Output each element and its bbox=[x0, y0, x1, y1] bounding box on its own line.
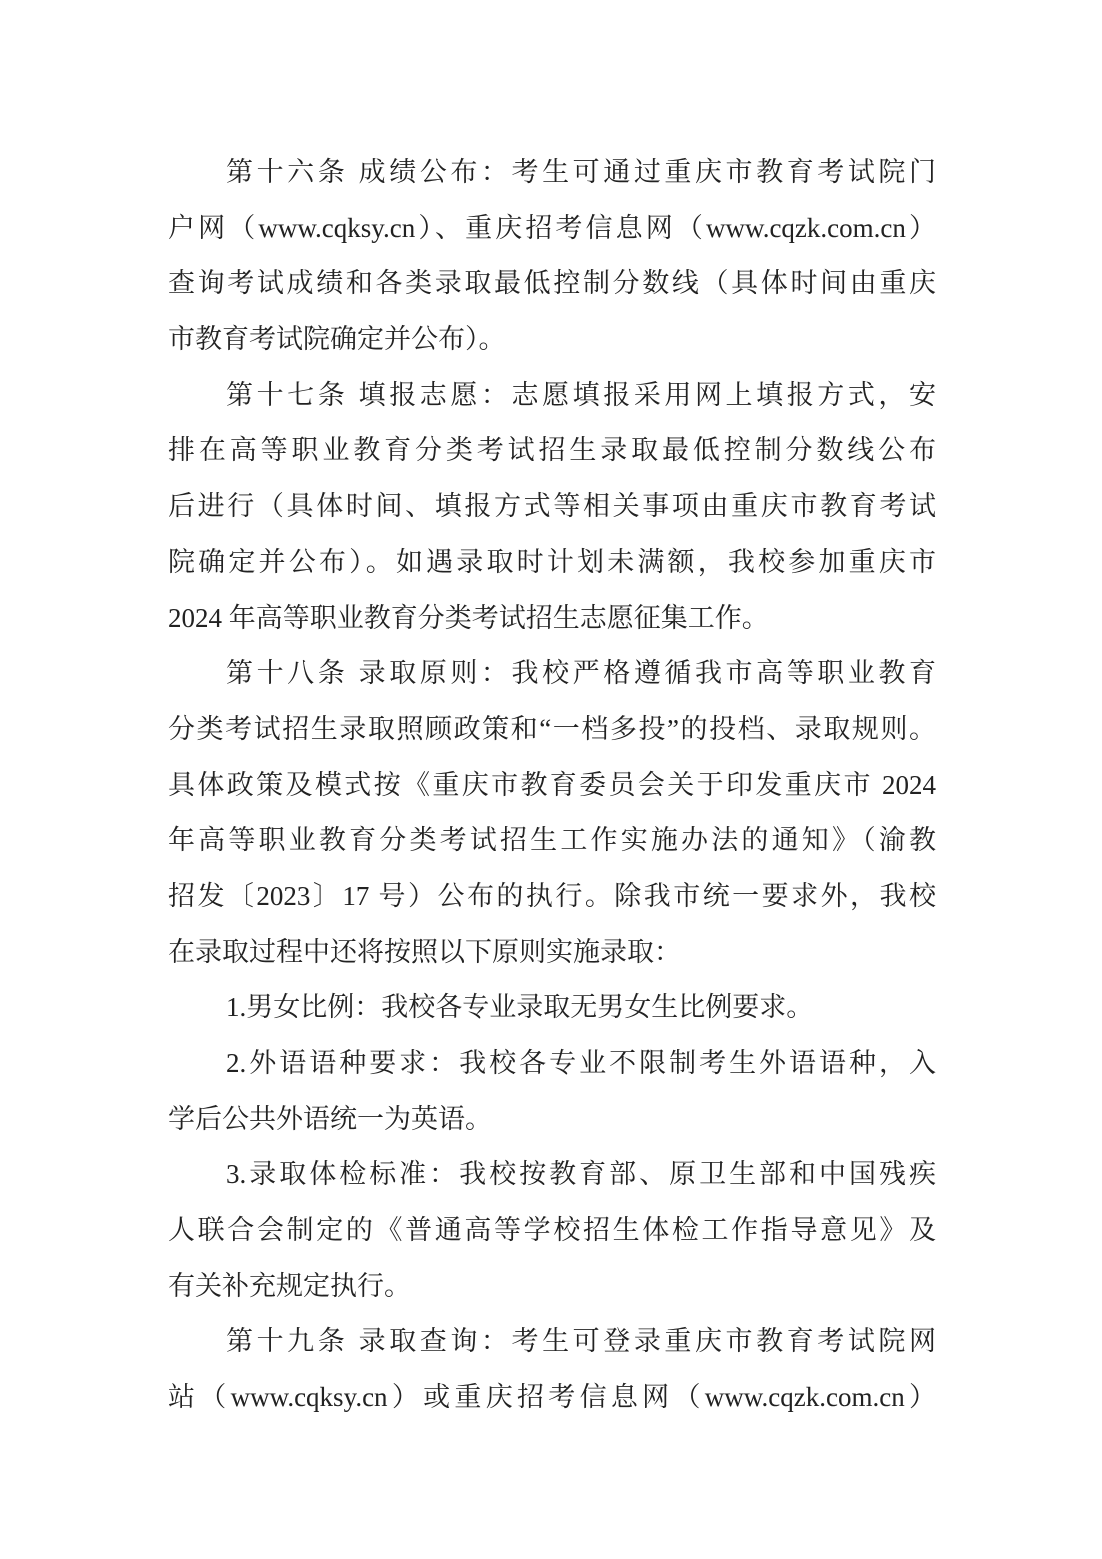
text-line: 后进行（具体时间、填报方式等相关事项由重庆市教育考试 bbox=[168, 491, 936, 522]
text-line: 站（www.cqksy.cn）或重庆招考信息网（www.cqzk.com.cn） bbox=[168, 1382, 936, 1413]
text-line: 3.录取体检标准：我校按教育部、原卫生部和中国残疾 bbox=[226, 1159, 936, 1190]
text-line: 具体政策及模式按《重庆市教育委员会关于印发重庆市 2024 bbox=[168, 769, 936, 800]
text-line: 学后公共外语统一为英语。 bbox=[168, 1103, 492, 1134]
text-line: 第十八条 录取原则：我校严格遵循我市高等职业教育 bbox=[226, 658, 936, 689]
text-line: 招发〔2023〕17 号）公布的执行。除我市统一要求外，我校 bbox=[168, 880, 936, 911]
text-line: 市教育考试院确定并公布）。 bbox=[168, 324, 506, 355]
text-line: 第十六条 成绩公布：考生可通过重庆市教育考试院门 bbox=[226, 157, 936, 187]
text-line: 第十九条 录取查询：考生可登录重庆市教育考试院网 bbox=[226, 1326, 936, 1357]
text-line: 1.男女比例：我校各专业录取无男女生比例要求。 bbox=[226, 992, 814, 1023]
text-line: 有关补充规定执行。 bbox=[168, 1270, 411, 1301]
document-page bbox=[168, 145, 936, 1426]
text-line: 第十七条 填报志愿：志愿填报采用网上填报方式，安 bbox=[226, 379, 936, 410]
text-line: 2.外语语种要求：我校各专业不限制考生外语语种，入 bbox=[226, 1048, 936, 1078]
text-line: 查询考试成绩和各类录取最低控制分数线（具体时间由重庆 bbox=[168, 268, 936, 299]
text-line: 户网（www.cqksy.cn）、重庆招考信息网（www.cqzk.com.cn） bbox=[168, 212, 936, 243]
text-line: 人联合会制定的《普通高等学校招生体检工作指导意见》及 bbox=[168, 1215, 936, 1246]
text-line: 2024 年高等职业教育分类考试招生志愿征集工作。 bbox=[168, 602, 769, 633]
text-line: 分类考试招生录取照顾政策和“一档多投”的投档、录取规则。 bbox=[168, 713, 936, 744]
text-line: 在录取过程中还将按照以下原则实施录取： bbox=[168, 936, 681, 967]
text-line: 年高等职业教育分类考试招生工作实施办法的通知》（渝教 bbox=[168, 825, 936, 856]
text-line: 排在高等职业教育分类考试招生录取最低控制分数线公布 bbox=[168, 435, 936, 466]
text-line: 院确定并公布）。如遇录取时计划未满额，我校参加重庆市 bbox=[168, 546, 936, 577]
